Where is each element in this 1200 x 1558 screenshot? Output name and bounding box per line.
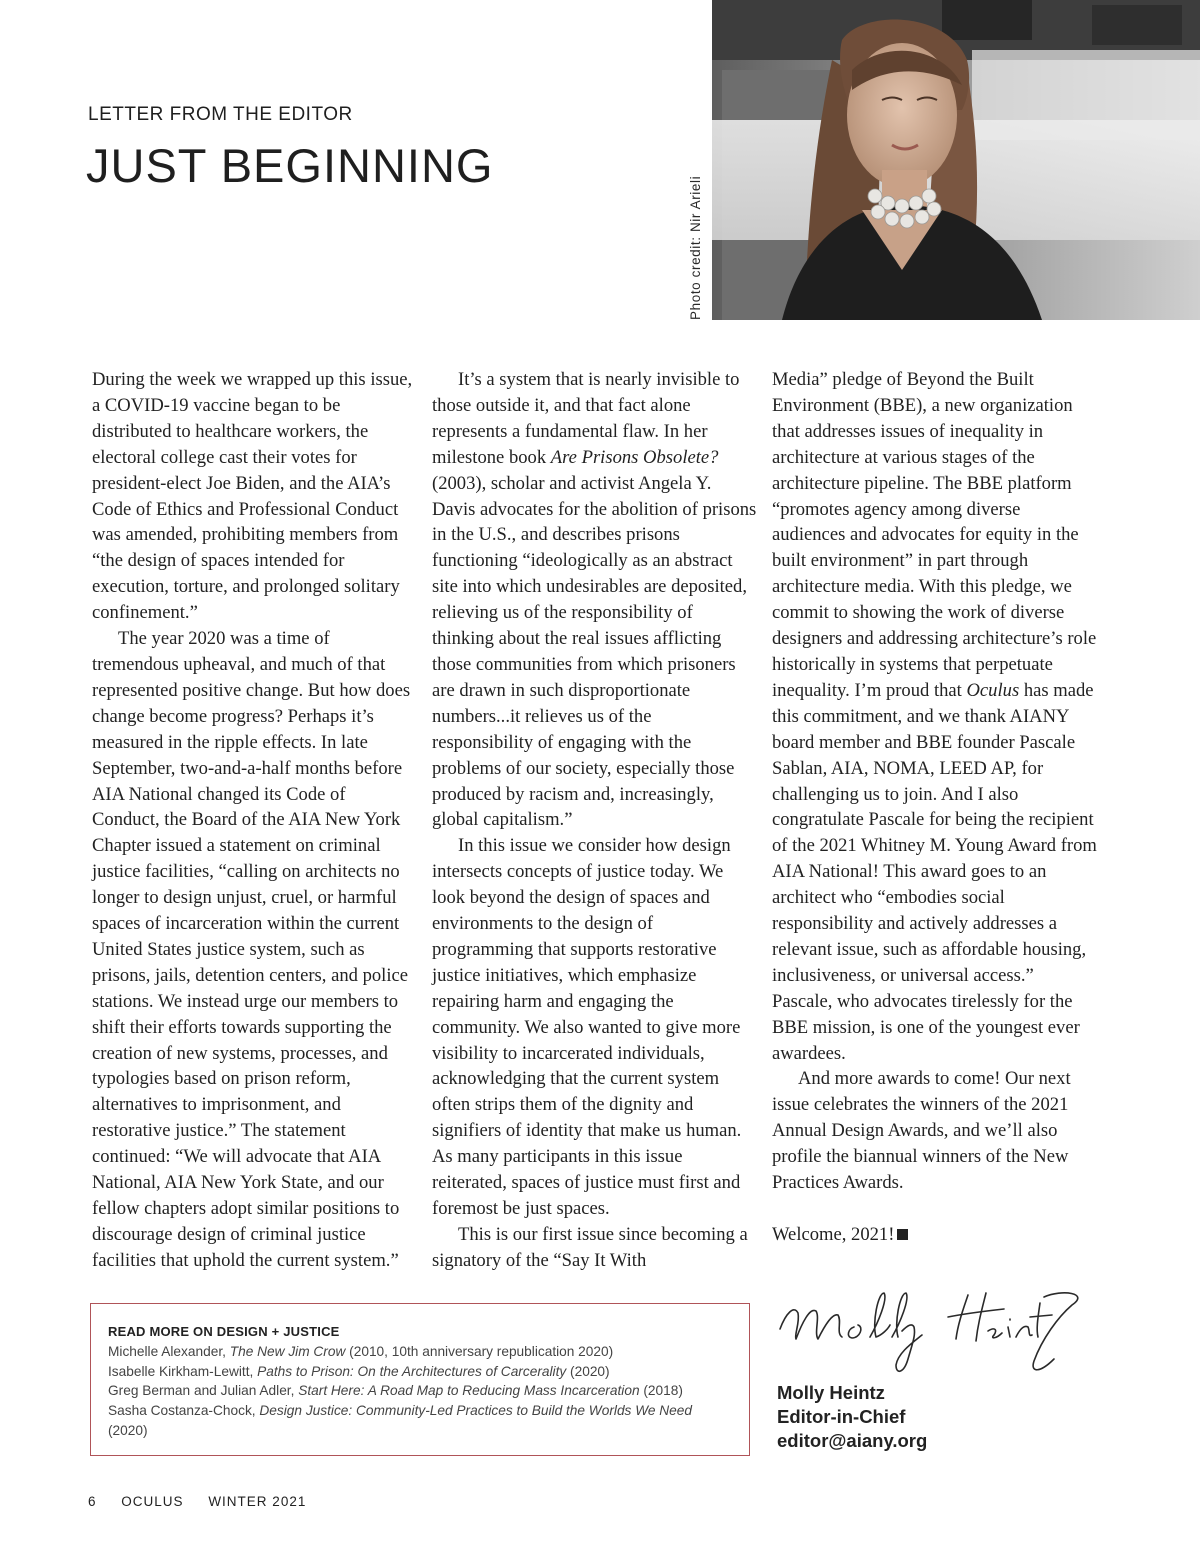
section-kicker: LETTER FROM THE EDITOR: [88, 104, 353, 125]
item-detail: (2020): [566, 1363, 610, 1379]
end-mark-icon: [897, 1229, 908, 1240]
signoff-block: [777, 1381, 927, 1453]
page-title: JUST BEGINNING: [86, 139, 494, 192]
editor-email: editor@aiany.org: [777, 1430, 928, 1451]
signature: [772, 1283, 1092, 1381]
editor-name: Molly Heintz: [777, 1382, 885, 1403]
publication-name: OCULUS: [121, 1494, 184, 1509]
page-footer: [88, 1494, 326, 1509]
article-column-3: [772, 367, 1097, 1248]
photo-credit: Photo credit: Nir Arieli: [688, 175, 703, 320]
text-run: Media” pledge of Beyond the Built Environment (BBE), a new organization that addresses issues of inequality in architecture at various stages of the architecture pipeline. The BBE platform “promotes agency among diverse audiences and advocates for equity in the built environment” in part through architecture media. With this pledge, we commit to showing the work of diverse designers and addressing architecture’s role historically in systems that perpetuate inequality. I’m proud that: [772, 369, 1097, 701]
read-more-box: [90, 1303, 750, 1456]
item-author: Michelle Alexander,: [108, 1344, 230, 1359]
item-detail: (2018): [639, 1383, 683, 1399]
magazine-title: Oculus: [966, 679, 1020, 701]
editor-role: Editor-in-Chief: [777, 1406, 906, 1427]
book-title: Are Prisons Obsolete?: [550, 446, 719, 468]
read-more-heading: READ MORE ON DESIGN + JUSTICE: [108, 1324, 340, 1339]
item-author: Isabelle Kirkham-Lewitt,: [108, 1363, 258, 1379]
page-number: 6: [88, 1494, 97, 1509]
text-run: It’s a system that is nearly invisible to those outside it, and that fact alone represents a fundamental flaw. In her milestone book: [432, 369, 740, 468]
issue-label: WINTER 2021: [208, 1494, 307, 1509]
item-detail: (2010, 10th anniversary republication 2020): [345, 1344, 614, 1359]
paragraph: During the week we wrapped up this issue, a COVID-19 vaccine began to be distributed to healthcare workers, the electoral college cast their votes for president-elect Joe Biden, and the AIA’s Code of Ethics and Professional Conduct was amended, prohibiting members from “the design of spaces intended for execution, torture, and prolonged solitary confinement.”: [92, 369, 413, 624]
item-detail: (2020): [108, 1422, 148, 1438]
item-title: Start Here: A Road Map to Reducing Mass Incarceration: [298, 1383, 640, 1399]
article-column-1: [92, 367, 417, 1274]
editor-photo: [712, 0, 1200, 320]
list-item: [108, 1401, 731, 1440]
item-author: Sasha Costanza-Chock,: [108, 1403, 260, 1419]
paragraph: And more awards to come! Our next issue celebrates the winners of the 2021 Annual Design Awards, and we’ll also profile the biannual winners of the New Practices Awards.: [772, 1068, 1071, 1194]
item-title: The New Jim Crow: [229, 1344, 346, 1359]
paragraph: [432, 367, 757, 833]
text-run: (2003), scholar and activist Angela Y. Davis advocates for the abolition of prisons in the U.S., and describes prisons functioning “ideologically as an abstract site into which undesirables are deposited, relieving us of the responsibility of thinking about the real issues afflicting those communities from which prisoners are drawn in such disproportionate numbers...it relieves us of the responsibility of engaging with the problems of our society, especially those produced by racism and, increasingly, global capitalism.”: [432, 472, 757, 831]
list-item: [108, 1342, 731, 1362]
paragraph: [772, 367, 1097, 1066]
closing-line: [772, 1222, 1097, 1248]
paragraph: The year 2020 was a time of tremendous upheaval, and much of that represented positive change. But how does change become progress? Perhaps it’s measured in the ripple effects. In late September, two-and-a-half months before AIA National changed its Code of Conduct, the Board of the AIA New York Chapter issued a statement on criminal justice facilities, “calling on architects no longer to design unjust, cruel, or harmful spaces of incarceration within the current United States justice system, such as prisons, jails, detention centers, and police stations. We instead urge our members to shift their efforts towards supporting the creation of new systems, processes, and typologies based on prison reform, alternatives to imprisonment, and restorative justice.” The statement continued: “We will advocate that AIA National, AIA New York State, and our fellow chapters adopt similar positions to discourage design of criminal justice facilities that uphold the current system.”: [92, 628, 411, 1271]
item-author: Greg Berman and Julian Adler,: [108, 1383, 299, 1399]
list-item: [108, 1381, 731, 1401]
list-item: [108, 1362, 731, 1382]
text-run: has made this commitment, and we thank AIANY board member and BBE founder Pascale Sablan, AIA, NOMA, LEED AP, for challenging us to join. And I also congratulate Pascale for being the recipient of the 2021 Whitney M. Young Award from AIA National! This award goes to an architect who “embodies social responsibility and actively addresses a relevant issue, such as affordable housing, inclusiveness, or universal access.” Pascale, who advocates tirelessly for the BBE mission, is one of the youngest ever awardees.: [772, 679, 1097, 1064]
item-title: Paths to Prison: On the Architectures of Carcerality: [257, 1363, 567, 1379]
item-title: Design Justice: Community-Led Practices to Build the Worlds We Need: [259, 1403, 693, 1419]
article-column-2: [432, 367, 757, 1274]
paragraph: In this issue we consider how design intersects concepts of justice today. We look beyond the design of spaces and environments to the design of programming that supports restorative justice initiatives, which emphasize repairing harm and engaging the community. We also wanted to give more visibility to incarcerated individuals, acknowledging that the current system often strips them of the dignity and signifiers of identity that make us human. As many participants in this issue reiterated, spaces of justice must first and foremost be just spaces.: [432, 835, 742, 1219]
closing-text: Welcome, 2021!: [772, 1223, 895, 1245]
paragraph: This is our first issue since becoming a signatory of the “Say It With: [432, 1223, 748, 1271]
